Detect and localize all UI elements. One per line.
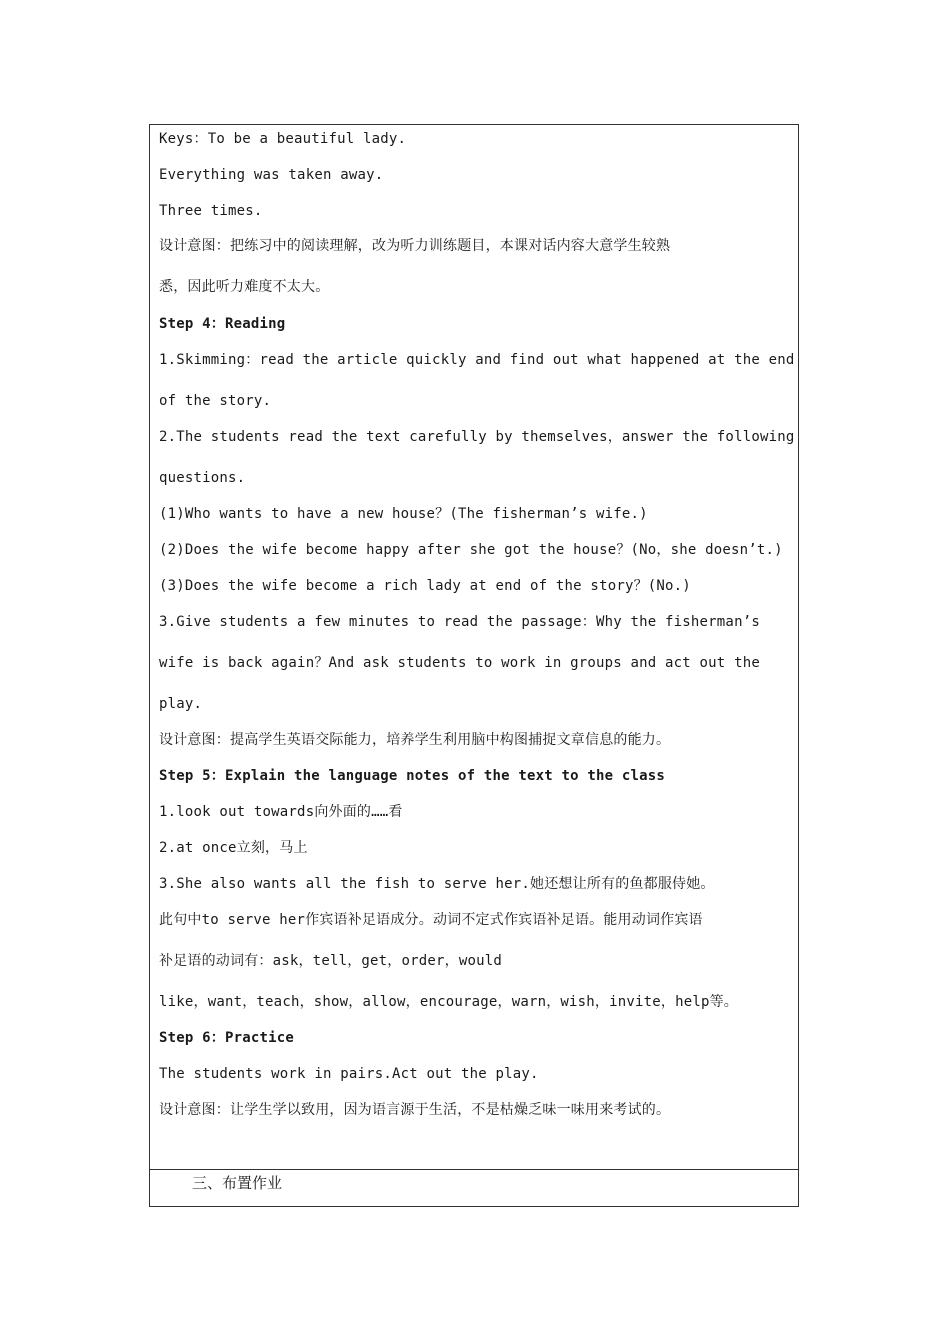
- text-line: 2.The students read the text carefully by themselves，answer the following: [159, 429, 795, 445]
- text-line: 1.look out towards向外面的……看: [159, 804, 403, 820]
- step-heading: Step 4：Reading: [159, 316, 286, 332]
- text-line: wife is back again？And ask students to work in groups and act out the: [159, 655, 760, 671]
- text-line: The students work in pairs.Act out the play.: [159, 1066, 539, 1082]
- text-line: (3)Does the wife become a rich lady at end of the story？(No.): [159, 578, 691, 594]
- text-line: Three times.: [159, 203, 263, 219]
- text-line: 设计意图：提高学生英语交际能力，培养学生利用脑中构图捕捉文章信息的能力。: [159, 732, 671, 748]
- text-line: (2)Does the wife become happy after she got the house？(No，she doesn’t.): [159, 542, 783, 558]
- lesson-content-cell: [150, 125, 798, 1170]
- text-line: 补足语的动词有：ask，tell，get，order，would: [159, 953, 502, 969]
- text-line: 此句中to serve her作宾语补足语成分。动词不定式作宾语补足语。能用动词作宾语: [159, 912, 703, 928]
- text-line: Everything was taken away.: [159, 167, 384, 183]
- text-line: of the story.: [159, 393, 272, 409]
- text-line: like，want，teach，show，allow，encourage，warn，wish，invite，help等。: [159, 994, 739, 1010]
- homework-cell: [150, 1170, 798, 1206]
- text-line: 设计意图：让学生学以致用，因为语言源于生活，不是枯燥乏味一味用来考试的。: [159, 1102, 671, 1118]
- text-line: 2.at once立刻，马上: [159, 840, 308, 856]
- step-heading: Step 6：Practice: [159, 1030, 295, 1046]
- lesson-table: [149, 124, 799, 1207]
- text-line: 1.Skimming：read the article quickly and find out what happened at the end: [159, 352, 795, 368]
- text-line: 设计意图：把练习中的阅读理解，改为听力训练题目，本课对话内容大意学生较熟: [159, 238, 671, 254]
- text-line: 悉，因此听力难度不太大。: [159, 279, 330, 295]
- step-heading: Step 5：Explain the language notes of the text to the class: [159, 768, 666, 784]
- text-line: Keys：To be a beautiful lady.: [159, 131, 407, 147]
- text-line: play.: [159, 696, 203, 712]
- text-line: 3.Give students a few minutes to read the passage：Why the fisherman’s: [159, 614, 760, 630]
- text-line: 3.She also wants all the fish to serve her.她还想让所有的鱼都服侍她。: [159, 876, 715, 892]
- homework-heading: 三、布置作业: [192, 1174, 283, 1192]
- text-line: (1)Who wants to have a new house？(The fisherman’s wife.): [159, 506, 648, 522]
- text-line: questions.: [159, 470, 246, 486]
